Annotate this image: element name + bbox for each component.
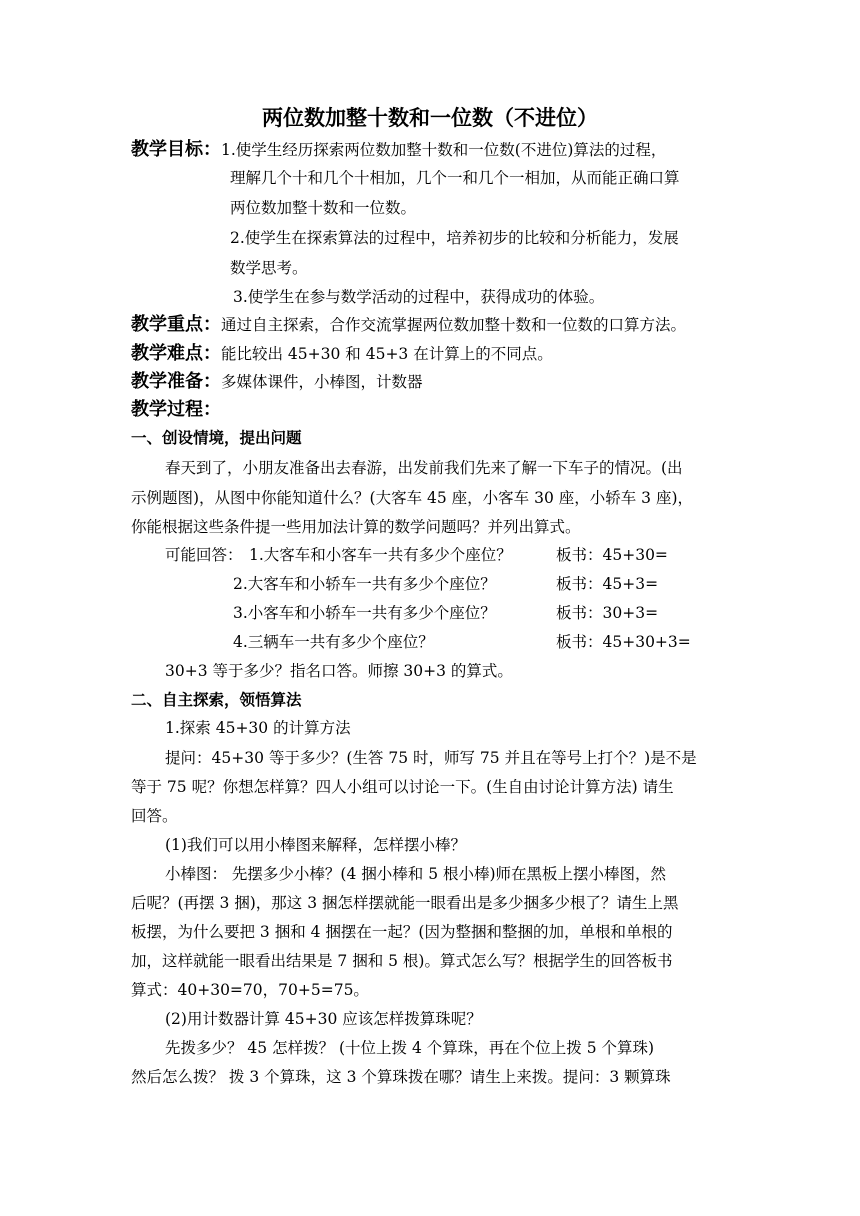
section2-heading: 二、自主探索，领悟算法: [131, 691, 302, 709]
paragraph-line: 提问：45+30 等于多少？(生答 75 时，师写 75 并且在等号上打个？)是不是: [165, 749, 697, 767]
preparation-label: 教学准备：: [131, 371, 221, 392]
paragraph-line: (2)用计数器计算 45+30 应该怎样拨算珠呢？: [165, 1010, 482, 1028]
objective-line: 1.使学生经历探索两位数加整十数和一位数(不进位)算法的过程，: [221, 141, 667, 159]
difficulty-row: [131, 342, 553, 366]
objective-line: 3.使学生在参与数学活动的过程中，获得成功的体验。: [233, 288, 605, 306]
paragraph-line: 后呢？(再摆 3 捆)，那这 3 捆怎样摆就能一眼看出是多少捆多少根了？请生上黑: [131, 894, 679, 912]
key-point-text: 通过自主探索，合作交流掌握两位数加整十数和一位数的口算方法。: [221, 316, 687, 334]
paragraph-line: 先拨多少？ 45 怎样拨？ (十位上拨 4 个算珠，再在个位上拨 5 个算珠): [165, 1039, 655, 1057]
answer-question: 4.三辆车一共有多少个座位？: [233, 633, 434, 651]
answer-board: 板书：45+30=: [556, 546, 668, 564]
answer-board: 板书：30+3=: [556, 604, 659, 622]
paragraph-line: 你能根据这些条件提一些用加法计算的数学问题吗？并列出算式。: [131, 518, 581, 536]
paragraph-line: 板摆，为什么要把 3 捆和 4 捆摆在一起？(因为整捆和整捆的加，单根和单根的: [131, 923, 673, 941]
key-point-row: [131, 313, 686, 337]
section1-heading: 一、创设情境，提出问题: [131, 429, 302, 447]
objective-line: 数学思考。: [230, 259, 308, 277]
paragraph-line: 小棒图： 先摆多少小棒？(4 捆小棒和 5 根小棒)师在黑板上摆小棒图，然: [165, 865, 667, 883]
answer-board: 板书：45+3=: [556, 575, 659, 593]
difficulty-text: 能比较出 45+30 和 45+3 在计算上的不同点。: [221, 345, 553, 363]
paragraph-line: 然后怎么拨？ 拨 3 个算珠，这 3 个算珠拨在哪？请生上来拨。提问：3 颗算珠: [131, 1068, 671, 1086]
objective-line: 两位数加整十数和一位数。: [230, 199, 417, 217]
paragraph-line: 回答。: [131, 807, 178, 825]
paragraph-line: 1.探索 45+30 的计算方法: [165, 719, 351, 737]
answer-board: 板书：45+30+3=: [556, 633, 691, 651]
key-point-label: 教学重点：: [131, 314, 221, 335]
difficulty-label: 教学难点：: [131, 343, 221, 364]
answer-question: 1.大客车和小客车一共有多少个座位？: [249, 546, 512, 564]
paragraph-line: 春天到了，小朋友准备出去春游，出发前我们先来了解一下车子的情况。(出: [165, 459, 683, 477]
preparation-row: [131, 370, 423, 394]
answers-prefix: 可能回答：: [165, 546, 243, 564]
objectives-label: 教学目标：: [131, 139, 221, 160]
answer-question: 2.大客车和小轿车一共有多少个座位？: [233, 575, 496, 593]
objective-line: 理解几个十和几个十相加，几个一和几个一相加，从而能正确口算: [230, 169, 680, 187]
paragraph-line: 示例题图)，从图中你能知道什么？(大客车 45 座，小客车 30 座，小轿车 3 座)，: [131, 489, 694, 507]
objective-line: 2.使学生在探索算法的过程中，培养初步的比较和分析能力，发展: [230, 229, 679, 247]
document-title: 两位数加整十数和一位数（不进位）: [262, 106, 598, 130]
answer-question: 3.小客车和小轿车一共有多少个座位？: [233, 604, 496, 622]
preparation-text: 多媒体课件，小棒图，计数器: [221, 373, 423, 391]
paragraph-line: (1)我们可以用小棒图来解释，怎样摆小棒？: [165, 836, 466, 854]
paragraph-line: 30+3 等于多少？指名口答。师擦 30+3 的算式。: [165, 662, 513, 680]
paragraph-line: 等于 75 呢？你想怎样算？四人小组可以讨论一下。(生自由讨论计算方法) 请生: [131, 778, 674, 796]
objectives-row: [131, 138, 666, 162]
process-row: [131, 398, 221, 422]
process-label: 教学过程：: [131, 399, 221, 420]
paragraph-line: 加，这样就能一眼看出结果是 7 捆和 5 根)。算式怎么写？根据学生的回答板书: [131, 952, 673, 970]
paragraph-line: 算式：40+30=70，70+5=75。: [131, 981, 369, 999]
